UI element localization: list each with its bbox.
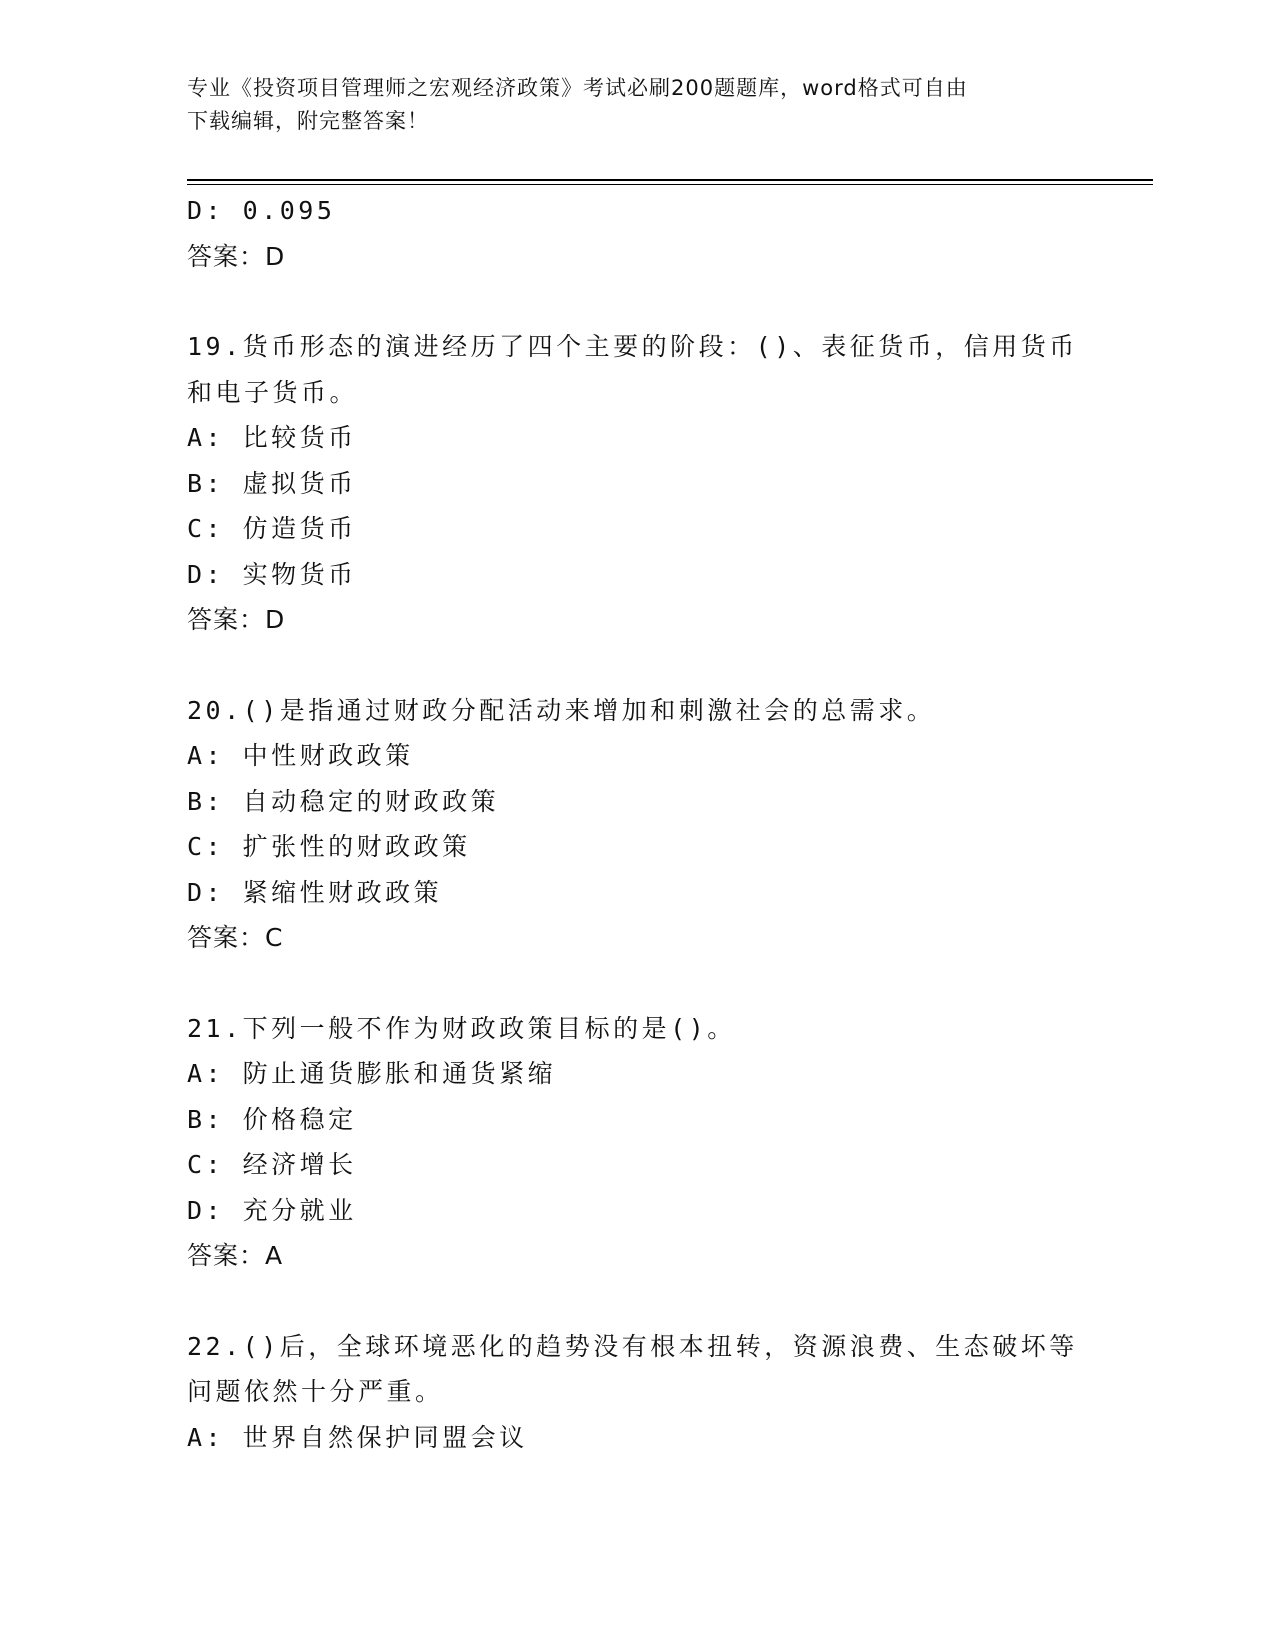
option-a: A: 防止通货膨胀和通货紧缩 [187,1059,557,1088]
option-d: D: 0.095 [187,196,336,225]
question-stem: 20.()是指通过财政分配活动来增加和刺激社会的总需求。 [187,695,936,725]
answer-line: 答案：C [187,923,284,952]
header-line-2: 下载编辑，附完整答案！ [187,109,429,133]
document-header [187,72,1087,138]
question-list [187,188,1087,1460]
answer-line: 答案：A [187,1241,284,1270]
spacer [187,643,1087,688]
spacer [187,961,1087,1006]
option-c: C: 扩张性的财政政策 [187,832,471,861]
question-22 [187,1324,1087,1461]
answer-line: 答案：D [187,605,286,634]
option-d: D: 实物货币 [187,559,357,589]
header-line-1: 专业《投资项目管理师之宏观经济政策》考试必刷200题题库，word格式可自由 [187,76,968,100]
question-stem: 21.下列一般不作为财政政策目标的是()。 [187,1013,736,1043]
question-19 [187,324,1087,643]
header-divider-thin [187,184,1153,185]
spacer [187,1279,1087,1324]
option-c: C: 经济增长 [187,1150,357,1179]
option-d: D: 充分就业 [187,1195,357,1225]
spacer [187,279,1087,324]
question-stem: 19.货币形态的演进经历了四个主要的阶段：()、表征货币，信用货币 [187,332,1078,361]
option-b: B: 虚拟货币 [187,468,357,498]
option-a: A: 中性财政政策 [187,741,414,770]
header-divider-thick [187,179,1153,181]
option-b: B: 价格稳定 [187,1104,357,1134]
question-18-tail [187,188,1087,279]
question-21 [187,1006,1087,1279]
option-a: A: 世界自然保护同盟会议 [187,1422,528,1452]
option-b: B: 自动稳定的财政政策 [187,786,500,816]
option-c: C: 仿造货币 [187,514,357,543]
answer-line: 答案：D [187,241,286,271]
question-20 [187,688,1087,961]
question-stem-continued: 问题依然十分严重。 [187,1377,444,1406]
option-d: D: 紧缩性财政政策 [187,877,443,907]
question-stem-continued: 和电子货币。 [187,377,359,407]
question-stem: 22.()后，全球环境恶化的趋势没有根本扭转，资源浪费、生态破坏等 [187,1331,1078,1361]
option-a: A: 比较货币 [187,423,357,452]
